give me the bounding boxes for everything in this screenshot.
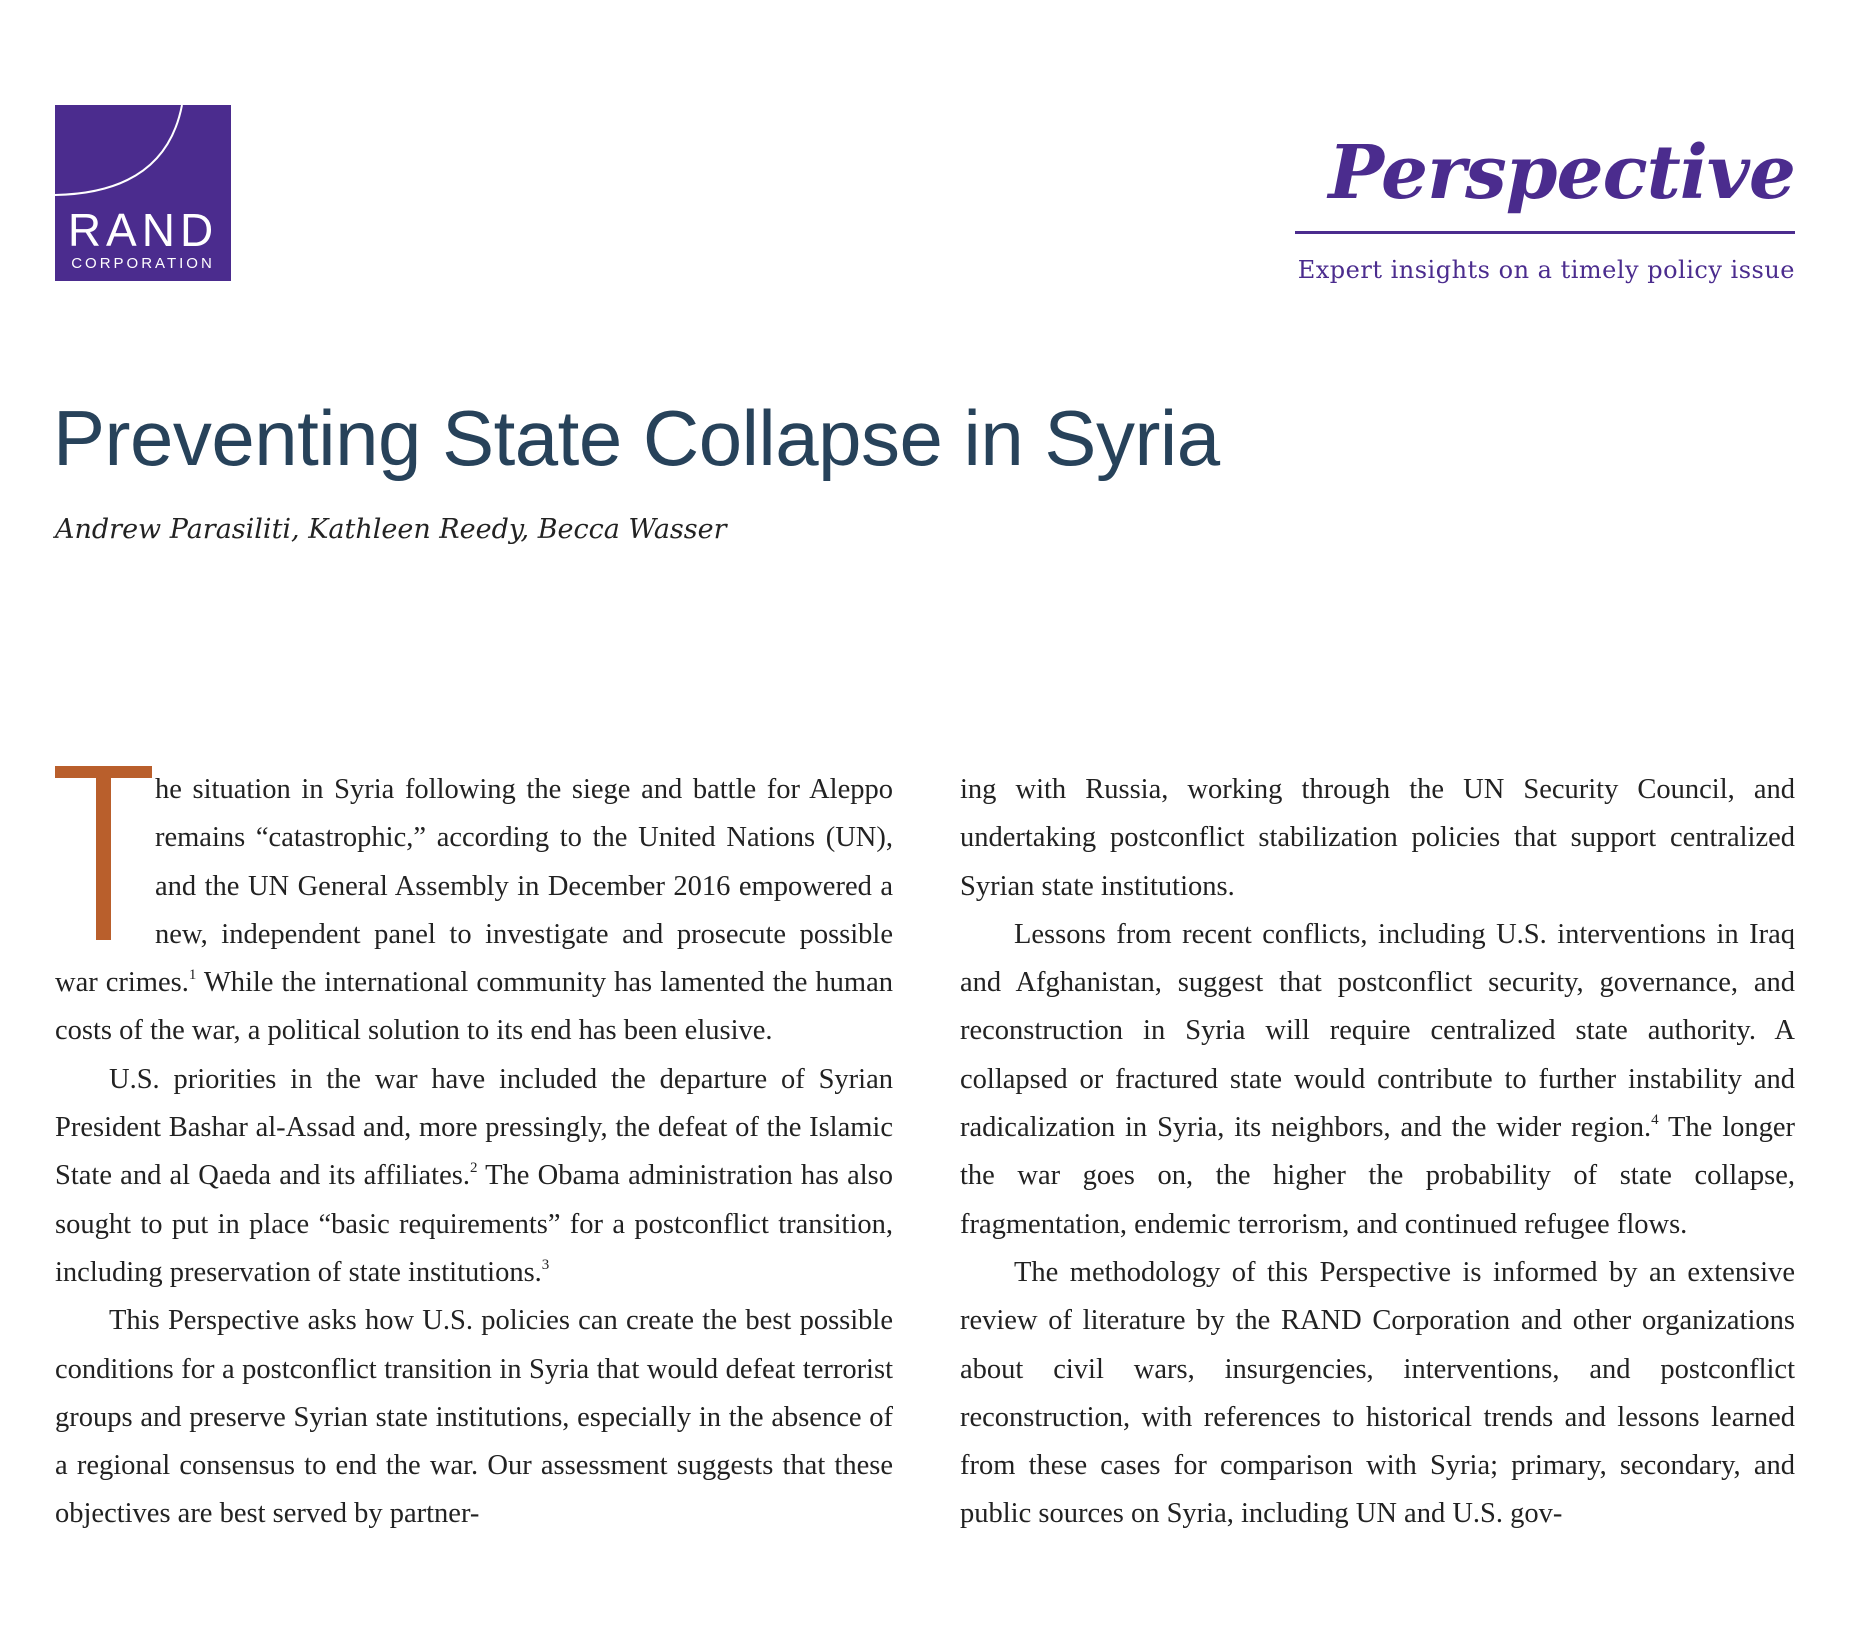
document-title: Preventing State Collapse in Syria bbox=[53, 394, 1220, 482]
paragraph-methodology: The methodology of this Perspective is informed by an extensive review of literature by the RAND Corporation and other organizations about civil wars, insurgencies, interventions, and postconflict reconstruction, with references to historical trends and lessons learned from these cases for comparison with Syria; primary, secondary, and public sources on Syria, including UN and U.S. gov- bbox=[960, 1256, 1795, 1530]
paragraph-intro: he situation in Syria following the siege and battle for Aleppo remains “catastrophic,” according to the United Nations (UN), and the UN General Assembly in December 2016 empowered a new, independent panel to investigate and prosecute possible war crimes.$^1$ While the international community has lamented the human costs of the war, a political solution to its end has been elusive. bbox=[55, 774, 893, 1047]
paragraph-us-priorities: U.S. priorities in the war have included the departure of Syrian President Bashar al-Assad and, more pressingly, the defeat of the Islamic State and al Qaeda and its affiliates.$^2$ The Obama administration has also sought to put in place “basic requirements” for a postconflict transition, including preservation of state institutions.$^3$ bbox=[55, 1063, 893, 1288]
footnote-ref[interactable]: 2 bbox=[469, 1160, 478, 1177]
series-divider bbox=[1295, 231, 1795, 234]
logo-subtitle: CORPORATION bbox=[71, 255, 215, 272]
rand-logo bbox=[55, 105, 231, 281]
paragraph-perspective-cont: ing with Russia, working through the UN Security Council, and undertaking postconflict stabilization policies that support centralized Syrian state institutions. bbox=[960, 774, 1795, 902]
dropcap-letter bbox=[55, 766, 155, 956]
series-tagline: Expert insights on a timely policy issue bbox=[1297, 256, 1795, 284]
paragraph-perspective: This Perspective asks how U.S. policies can create the best possible conditions for a postconflict transition in Syria that would defeat terrorist groups and preserve Syrian state institutions, especially in the absence of a regional consensus to end the war. Our assessment suggests that these objectives are best served by partner- bbox=[55, 1305, 893, 1530]
footnote-ref[interactable]: 3 bbox=[541, 1256, 550, 1273]
author-list: Andrew Parasiliti, Kathleen Reedy, Becca Wasser bbox=[55, 514, 727, 545]
series-title: Perspective bbox=[1328, 130, 1795, 216]
logo-wordmark: RAND bbox=[67, 204, 219, 256]
paragraph-lessons: Lessons from recent conflicts, including U.S. interventions in Iraq and Afghanistan, suggest that postconflict security, governance, and reconstruction in Syria will require centralized state authority. A collapsed or fractured state would contribute to further instability and radicalization in Syria, its neighbors, and the wider region.$^4$ The longer the war goes on, the higher the probability of state collapse, fragmentation, endemic terrorism, and continued refugee flows. bbox=[960, 918, 1796, 1240]
footnote-ref[interactable]: 1 bbox=[188, 967, 197, 984]
body-column-right bbox=[960, 766, 1795, 1539]
footnote-ref[interactable]: 4 bbox=[1651, 1112, 1659, 1129]
body-column-left bbox=[55, 766, 893, 1539]
